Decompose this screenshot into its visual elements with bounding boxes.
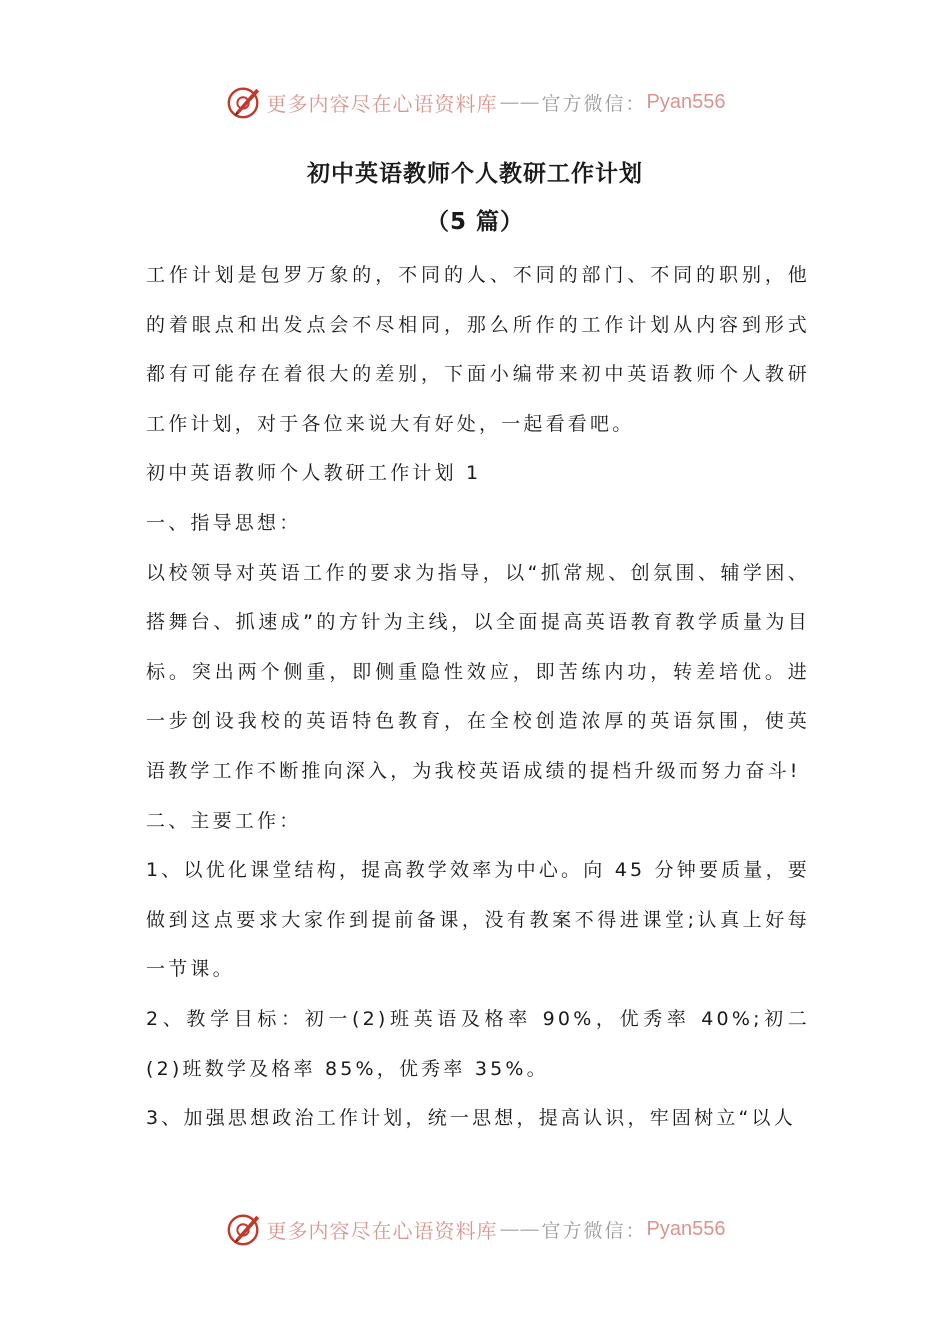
pen-circle-logo-icon — [225, 83, 263, 121]
heading-main-work: 二、主要工作： — [146, 809, 302, 832]
intro-paragraph: 工作计划是包罗万象的，不同的人、不同的部门、不同的职别，他的着眼点和出发点会不尽相同，那么所作的工作计划从内容到形式都有可能存在着很大的差别，下面小编带来初中英语教师个人教研工作计划，对于各位来说大有好处，一起看看吧。 — [146, 264, 810, 435]
work-item-1: 1、以优化课堂结构，提高教学效率为中心。向 45 分钟要质量，要做到这点要求大家作到提前备课，没有教案不得进课堂;认真上好每一节课。 — [146, 859, 810, 981]
watermark-header — [0, 80, 950, 124]
watermark-brand: 更多内容尽在心语资料库 — [266, 1218, 498, 1243]
watermark-separator: —— — [499, 90, 540, 114]
work-item-2: 2、教学目标：初一(2)班英语及格率 90%，优秀率 40%;初二(2)班数学及格率 85%，优秀率 35%。 — [146, 1007, 810, 1080]
pen-circle-logo-icon — [225, 1210, 263, 1248]
document-subtitle: （5 篇） — [425, 209, 524, 235]
watermark-handle: Pyan556 — [646, 1217, 726, 1240]
watermark-separator: —— — [499, 1217, 540, 1241]
guiding-ideology-paragraph: 以校领导对英语工作的要求为指导，以“抓常规、创氛围、辅学困、搭舞台、抓速成”的方针为主线，以全面提高英语教育教学质量为目标。突出两个侧重，即侧重隐性效应，即苦练内功，转差培优。进一步创设我校的英语特色教育，在全校创造浓厚的英语氛围，使英语教学工作不断推向深入，为我校英语成绩的提档升级而努力奋斗! — [146, 561, 810, 782]
document-body — [146, 251, 810, 1144]
watermark-brand: 更多内容尽在心语资料库 — [266, 91, 498, 116]
watermark-handle: Pyan556 — [646, 90, 726, 113]
watermark-wechat-label: 官方微信： — [541, 1219, 647, 1242]
heading-guiding-ideology: 一、指导思想： — [146, 511, 302, 534]
section-heading-plan-1: 初中英语教师个人教研工作计划 1 — [146, 462, 482, 485]
document-title: 初中英语教师个人教研工作计划 — [307, 161, 643, 187]
watermark-footer — [0, 1207, 950, 1251]
work-item-3: 3、加强思想政治工作计划，统一思想，提高认识，牢固树立“以人 — [146, 1107, 796, 1130]
watermark-wechat-label: 官方微信： — [541, 92, 647, 115]
